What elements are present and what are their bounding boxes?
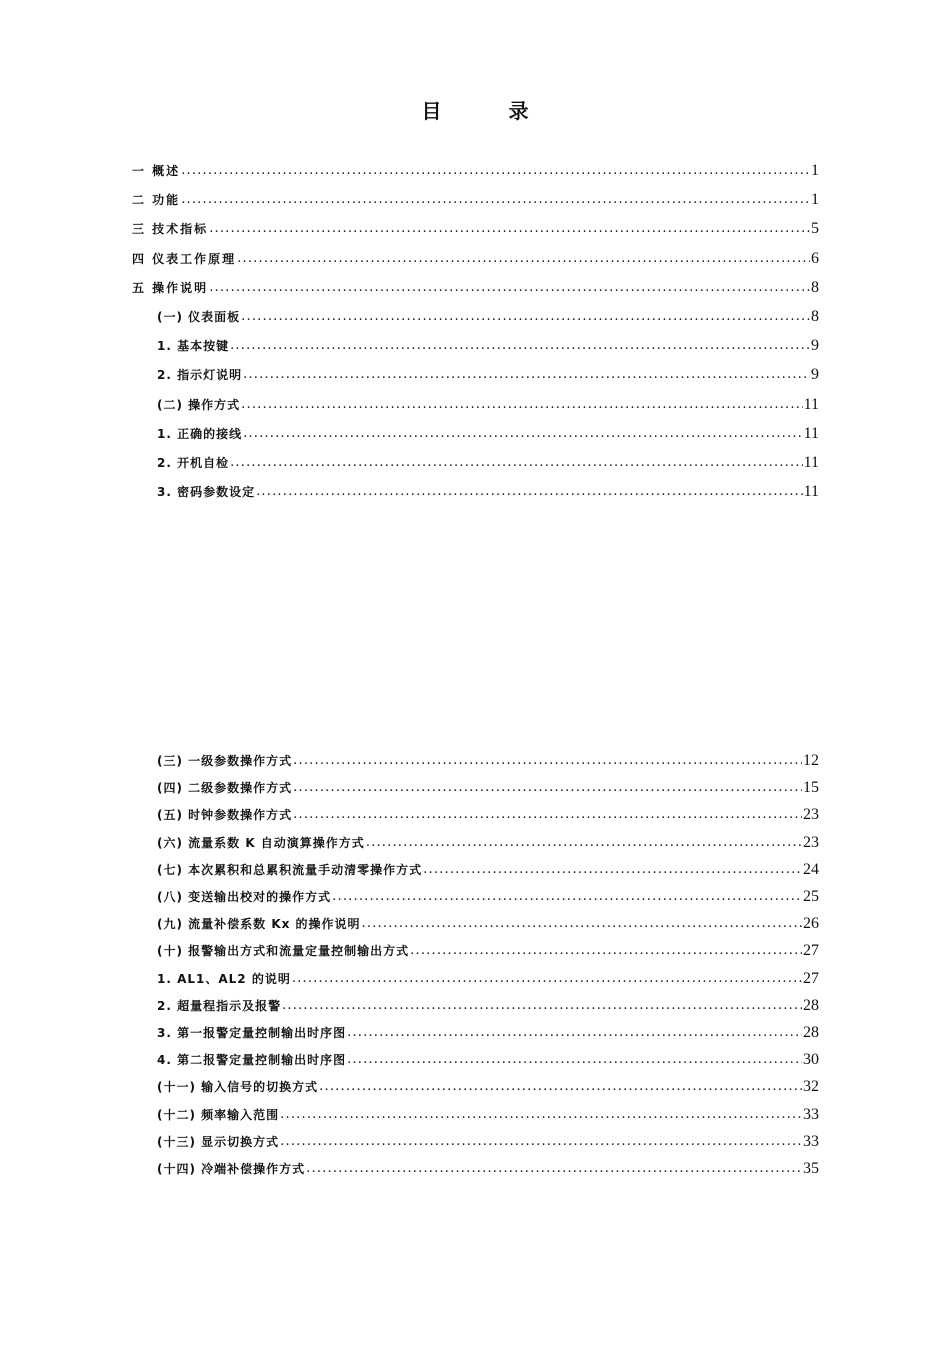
toc-entry[interactable] — [132, 158, 819, 180]
toc-entry-label: (九) 流量补偿系数 Kx 的操作说明 — [157, 917, 361, 932]
toc-entry-label: (二) 操作方式 — [157, 397, 241, 412]
toc-entry-label: (十四) 冷端补偿操作方式 — [157, 1162, 306, 1176]
toc-entry-label: 四 仪表工作原理 — [132, 251, 237, 266]
toc-entry[interactable] — [157, 362, 819, 384]
toc-entry-label: (十二) 频率输入范围 — [157, 1107, 280, 1122]
toc-entry-label: (十三) 显示切换方式 — [157, 1134, 280, 1149]
toc-leader-dots — [241, 396, 802, 414]
toc-entry[interactable] — [157, 1047, 819, 1069]
toc-entry-page-number: 11 — [803, 395, 819, 413]
toc-leader-dots — [319, 1078, 802, 1096]
toc-leader-dots — [410, 942, 802, 960]
toc-entry-label: 2. 指示灯说明 — [157, 368, 243, 383]
toc-entry-page-number: 9 — [811, 366, 819, 384]
toc-entry-page-number: 15 — [803, 779, 819, 797]
toc-entry-page-number: 11 — [803, 483, 819, 501]
toc-leader-dots — [293, 779, 802, 797]
toc-entry-label: 五 操作说明 — [132, 280, 209, 295]
toc-leader-dots — [292, 970, 802, 988]
toc-entry-page-number: 27 — [803, 942, 819, 960]
toc-leader-dots — [282, 997, 802, 1015]
toc-entry-label: 3. 密码参数设定 — [157, 485, 256, 500]
toc-entry-label: 1. AL1、AL2 的说明 — [157, 971, 291, 986]
toc-entry-label: (十) 报警输出方式和流量定量控制输出方式 — [157, 944, 410, 959]
toc-entry-page-number: 26 — [803, 915, 819, 933]
toc-entry[interactable] — [132, 275, 819, 297]
toc-leader-dots — [230, 337, 810, 355]
toc-entry-label: 3. 第一报警定量控制输出时序图 — [157, 1026, 347, 1040]
toc-entry[interactable] — [132, 187, 819, 209]
toc-entry[interactable] — [157, 1129, 819, 1151]
toc-leader-dots — [306, 1160, 802, 1178]
toc-leader-dots — [293, 806, 802, 824]
toc-leader-dots — [243, 425, 803, 443]
toc-leader-dots — [241, 308, 810, 326]
toc-entry-page-number: 11 — [803, 454, 819, 471]
toc-entry-page-number: 28 — [803, 996, 819, 1014]
toc-leader-dots — [332, 888, 802, 906]
toc-entry-label: 二 功能 — [132, 193, 181, 208]
toc-leader-dots — [347, 1024, 802, 1042]
page-title: 目 录 — [421, 99, 559, 123]
toc-leader-dots — [181, 191, 810, 209]
toc-entry-page-number: 32 — [803, 1078, 819, 1096]
toc-entry-page-number: 5 — [811, 220, 819, 238]
toc-entry[interactable] — [157, 479, 819, 501]
toc-leader-dots — [293, 752, 802, 770]
toc-entry[interactable] — [157, 1156, 819, 1178]
toc-entry[interactable] — [157, 421, 819, 443]
toc-entry-page-number: 28 — [803, 1024, 819, 1041]
toc-leader-dots — [237, 250, 810, 268]
toc-entry-page-number: 23 — [803, 833, 819, 851]
toc-leader-dots — [366, 834, 802, 852]
toc-entry[interactable] — [157, 966, 819, 988]
toc-entry[interactable] — [157, 993, 819, 1015]
toc-entry[interactable] — [157, 1102, 819, 1124]
toc-entry[interactable] — [157, 938, 819, 960]
toc-leader-dots — [230, 454, 803, 472]
toc-entry[interactable] — [157, 748, 819, 770]
toc-entry[interactable] — [157, 392, 819, 414]
toc-leader-dots — [181, 162, 810, 180]
toc-entry-page-number: 30 — [803, 1051, 819, 1069]
toc-entry[interactable] — [157, 304, 819, 326]
toc-entry-page-number: 1 — [811, 191, 819, 209]
toc-entry-page-number: 8 — [811, 278, 819, 296]
toc-entry[interactable] — [132, 246, 819, 268]
toc-entry-label: 三 技术指标 — [132, 222, 209, 237]
toc-leader-dots — [209, 279, 810, 297]
toc-leader-dots — [423, 861, 802, 879]
toc-entry-page-number: 25 — [803, 888, 819, 905]
toc-entry-label: (七) 本次累积和总累积流量手动清零操作方式 — [157, 862, 423, 877]
toc-leader-dots — [209, 220, 810, 238]
toc-entry[interactable] — [157, 1020, 819, 1042]
toc-entry-label: 1. 基本按键 — [157, 339, 230, 354]
toc-entry[interactable] — [132, 216, 819, 238]
toc-entry[interactable] — [157, 911, 819, 933]
toc-entry[interactable] — [157, 857, 819, 879]
toc-entry-page-number: 23 — [803, 806, 819, 824]
toc-entry[interactable] — [157, 450, 819, 472]
toc-entry[interactable] — [157, 1074, 819, 1096]
toc-entry-label: (五) 时钟参数操作方式 — [157, 808, 293, 823]
toc-entry-label: (三) 一级参数操作方式 — [157, 754, 293, 768]
toc-entry-page-number: 35 — [803, 1160, 819, 1177]
toc-entry-page-number: 33 — [803, 1132, 819, 1150]
toc-entry-label: 2. 开机自检 — [157, 456, 230, 470]
toc-entry-label: (十一) 输入信号的切换方式 — [157, 1080, 319, 1095]
toc-entry[interactable] — [157, 830, 819, 852]
toc-entry-label: 一 概述 — [132, 164, 181, 178]
toc-entry-label: (一) 仪表面板 — [157, 310, 241, 324]
toc-leader-dots — [280, 1133, 802, 1151]
toc-entry-label: 4. 第二报警定量控制输出时序图 — [157, 1053, 347, 1068]
toc-leader-dots — [347, 1051, 802, 1069]
toc-entry-page-number: 27 — [803, 969, 819, 987]
toc-entry-label: 1. 正确的接线 — [157, 426, 243, 441]
toc-entry[interactable] — [157, 884, 819, 906]
toc-leader-dots — [256, 483, 803, 501]
toc-entry-label: (四) 二级参数操作方式 — [157, 781, 293, 796]
toc-leader-dots — [280, 1106, 802, 1124]
toc-entry-label: (八) 变送输出校对的操作方式 — [157, 890, 332, 904]
toc-entry-page-number: 1 — [811, 162, 819, 179]
toc-entry-page-number: 24 — [803, 860, 819, 878]
toc-entry-page-number: 8 — [811, 308, 819, 325]
toc-entry-page-number: 33 — [803, 1105, 819, 1123]
toc-leader-dots — [362, 915, 802, 933]
toc-entry-label: 2. 超量程指示及报警 — [157, 998, 282, 1013]
toc-entry-label: (六) 流量系数 K 自动演算操作方式 — [157, 835, 365, 850]
toc-entry-page-number: 11 — [803, 424, 819, 442]
toc-entry-page-number: 12 — [803, 752, 819, 769]
toc-entry[interactable] — [157, 333, 819, 355]
toc-entry[interactable] — [157, 802, 819, 824]
toc-leader-dots — [243, 366, 810, 384]
toc-entry-page-number: 9 — [811, 337, 819, 355]
toc-entry-page-number: 6 — [811, 249, 819, 267]
toc-entry[interactable] — [157, 775, 819, 797]
